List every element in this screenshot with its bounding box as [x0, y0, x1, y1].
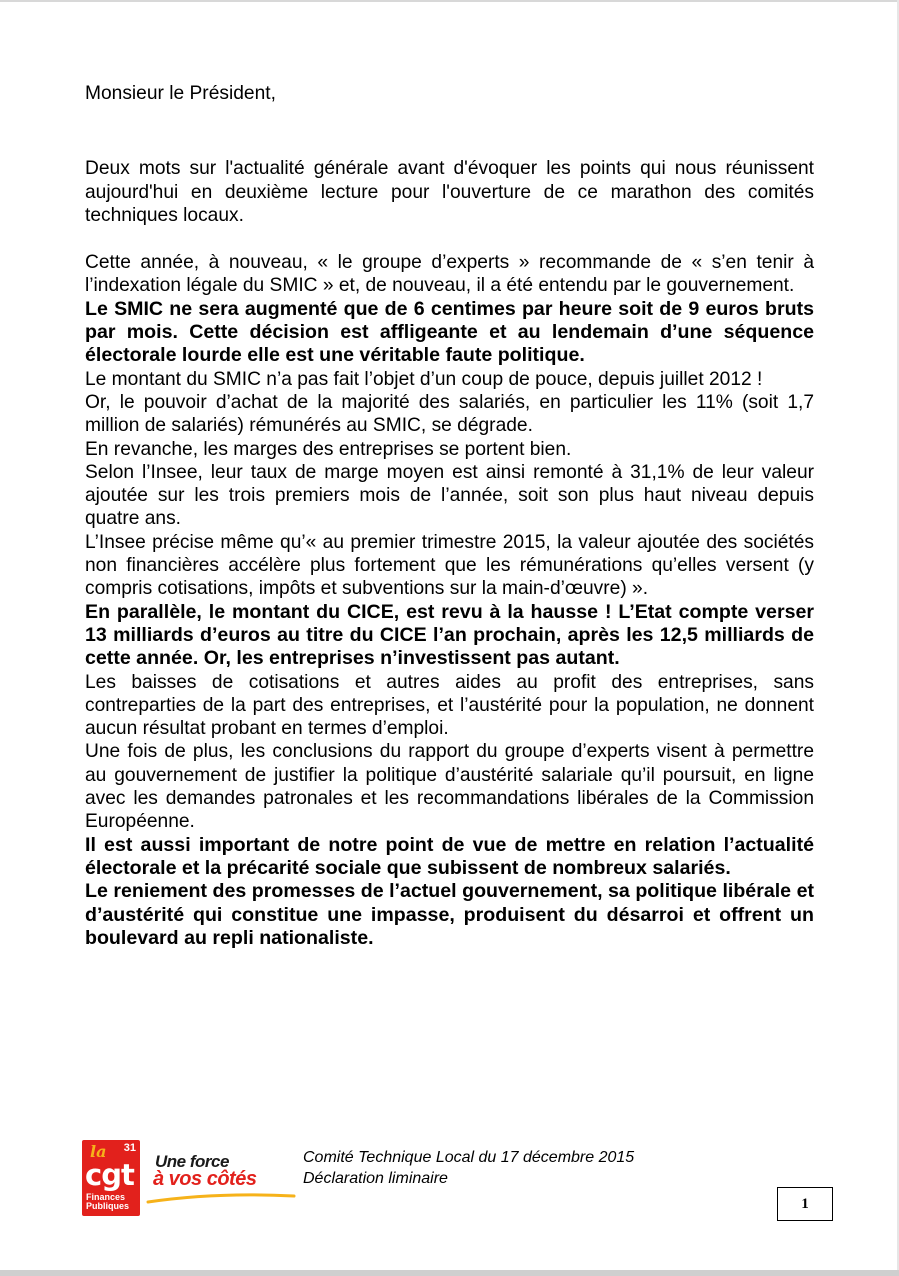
footer-caption: [303, 1147, 634, 1189]
slogan-swoosh-icon: [146, 1190, 296, 1206]
paragraph: En revanche, les marges des entreprises se portent bien.: [85, 438, 572, 460]
page-number: 1: [777, 1187, 833, 1221]
cgt-logo-box: [82, 1140, 140, 1216]
paragraph-bold: En parallèle, le montant du CICE, est revu à la hausse ! L’Etat compte verser 13 milliards d’euros au titre du CICE l’an prochain, après les 12,5 milliards de cette année. Or, les entreprises n’investissent pas autant.: [85, 600, 814, 670]
paragraph: Le montant du SMIC n’a pas fait l’objet d’un coup de pouce, depuis juillet 2012 !: [85, 368, 763, 390]
paragraph: L’Insee précise même qu’« au premier trimestre 2015, la valeur ajoutée des sociétés non financières accélère plus fortement que les rémunérations qu’elles versent (y compris cotisations, impôts et subventions sur la main-d’œuvre) ».: [85, 531, 814, 600]
slogan-line-2: à vos côtés: [153, 1168, 257, 1190]
paragraph: Les baisses de cotisations et autres aides au profit des entreprises, sans contreparties de la part des entreprises, et l’austérité pour la population, ne donnent aucun résultat probant en termes d’emploi.: [85, 671, 814, 740]
cgt-logo-la: la: [90, 1142, 107, 1161]
paragraph: Or, le pouvoir d’achat de la majorité des salariés, en particulier les 11% (soit 1,7 million de salariés) rémunérés au SMIC, se dégrade.: [85, 391, 814, 437]
cgt-logo-sub1: Finances: [86, 1192, 126, 1202]
cgt-logo-number: 31: [123, 1142, 136, 1154]
cgt-logo-name: cgt: [85, 1158, 134, 1192]
paragraph-bold: Le reniement des promesses de l’actuel gouvernement, sa politique libérale et d’austérité qui constitue une impasse, produisent du désarroi et offrent un boulevard au repli nationaliste.: [85, 880, 814, 949]
paragraph-intro: Deux mots sur l'actualité générale avant d'évoquer les points qui nous réunissent aujourd'hui en deuxième lecture pour l'ouverture de ce marathon des comités techniques locaux.: [85, 158, 814, 226]
cgt-logo: [82, 1140, 302, 1220]
slogan-line-1: Une force: [155, 1152, 229, 1171]
page-bottom-edge: [0, 1270, 899, 1276]
paragraph: Une fois de plus, les conclusions du rapport du groupe d’experts visent à permettre au gouvernement de justifier la politique d’austérité salariale qu’il poursuit, en ligne avec les demandes patronales et les recommandations libérales de la Commission Européenne.: [85, 741, 814, 833]
cgt-logo-sub2: Publiques: [86, 1201, 130, 1211]
paragraph-bold: Le SMIC ne sera augmenté que de 6 centimes par heure soit de 9 euros bruts par mois. Cette décision est affligeante et au lendemain d’une séquence électorale lourde elle est une véritable faute politique.: [85, 297, 814, 367]
paragraph: Cette année, à nouveau, « le groupe d’experts » recommande de « s’en tenir à l’indexation légale du SMIC » et, de nouveau, il a été entendu par le gouvernement.: [85, 252, 814, 297]
salutation: Monsieur le Président,: [85, 83, 276, 104]
page-top-edge: [0, 0, 899, 2]
cgt-logo-subtitle: [86, 1193, 129, 1211]
paragraph: Selon l’Insee, leur taux de marge moyen est ainsi remonté à 31,1% de leur valeur ajoutée sur les trois premiers mois de l’année, soit son plus haut niveau depuis quatre ans.: [85, 461, 814, 530]
footer-meeting: Comité Technique Local du 17 décembre 2015: [303, 1149, 635, 1166]
letter-body: [85, 82, 814, 950]
paragraph-spacer: [85, 227, 814, 251]
paragraph-bold: Il est aussi important de notre point de vue de mettre en relation l’actualité électorale et la précarité sociale que subissent de nombreux salariés.: [85, 833, 814, 879]
footer-doc-type: Déclaration liminaire: [303, 1170, 448, 1187]
